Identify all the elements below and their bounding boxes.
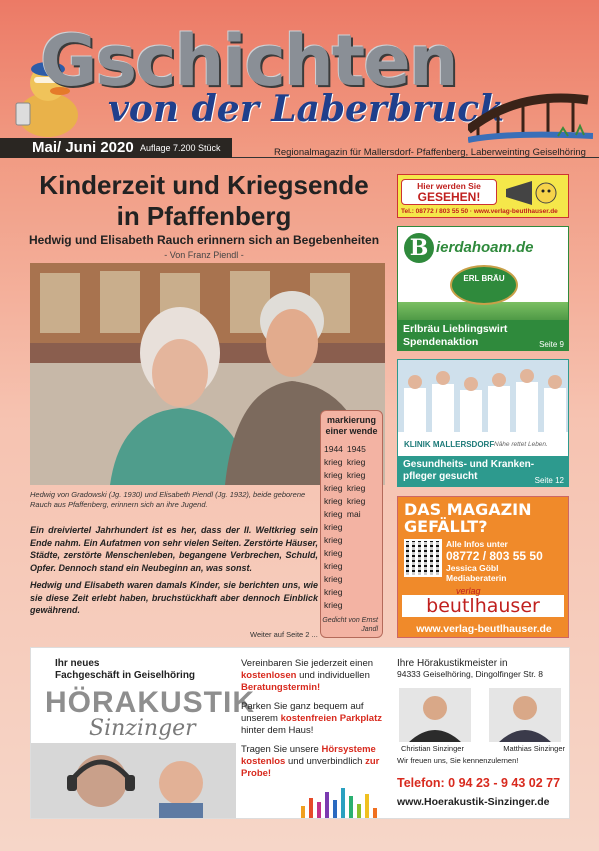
article-headline [24,170,384,232]
owner-photo-1 [399,688,471,742]
hoer-offer-1: Vereinbaren Sie jederzeit einen kostenlosen und individuellen Beratungstermin! [241,658,374,693]
gesehen-line-1: Hier werden Sie [417,181,481,191]
poem-column-2 [347,443,366,612]
poem-word: krieg [346,457,366,467]
magazine-title: Gschichten [40,20,457,102]
article-paragraph-2: Hedwig und Elisabeth waren damals Kinder, sie berichten uns, wie sie diese Zeit erlebt haben, bruchstückhaft aber dennoch Einblick gewährend. [30,580,318,615]
owner-name-1: Christian Sinzinger [401,744,464,753]
poem-word: 1945 [346,444,366,454]
issue-date: Mai/ Juni 2020 [32,139,134,156]
hoer-address: 94333 Geiselhöring, Dingolfinger Str. 8 [397,669,544,679]
hoer-tagline [55,658,195,682]
poem-word: krieg [324,496,343,506]
poem-word: krieg [324,548,343,558]
headphones-photo [31,743,236,819]
bier-teaser [398,320,569,351]
poem-word: krieg [324,587,343,597]
issue-bar [0,138,232,158]
qr-code-icon[interactable] [406,541,440,575]
verlag-url[interactable]: www.verlag-beutlhauser.de [416,623,552,635]
poem-word: krieg [324,509,343,519]
poem-word: krieg [346,483,366,493]
verlag-headline-2: GEFÄLLT? [404,517,488,536]
continued-link[interactable]: Weiter auf Seite 2 ... [250,630,318,639]
article-paragraph-1: Ein dreiviertel Jahrhundert ist es her, dass der II. Weltkrieg sein Ende nahm. Ein Aufatmen von sehr vielen Seiten. Zerstörte Häuser, Städte, zerstörte Menschenleben, begangene Verbrechen, Schuld, Opfer. Dennoch stand ein Neubeginn an, was sonst. [30,525,318,573]
poem-word: krieg [346,496,366,506]
poem-word: 1944 [324,444,343,454]
magazine-subtitle: von der Laberbruck [108,88,505,130]
hoer-website[interactable]: www.Hoerakustik-Sinzinger.de [397,796,550,808]
owner-photo-2 [489,688,561,742]
verlag-phone: 08772 / 803 55 50 [446,549,543,563]
klinik-page-ref: Seite 12 [534,476,564,485]
circulation-label: Auflage 7.200 Stück [140,143,221,153]
bier-page-ref: Seite 9 [539,340,564,349]
bierdahoam-logo-icon: B [404,233,434,263]
hoer-welcome: Wir freuen uns, Sie kennenzulernen! [397,756,519,765]
poem-word: krieg [324,470,343,480]
beutlhauser-logo: beutlhauser [402,595,564,617]
ad-verlag[interactable] [397,496,569,638]
poem-word: krieg [324,535,343,545]
gesehen-badge [401,179,497,205]
hoer-tag-1: Ihr neues [55,658,100,669]
poem-word: krieg [324,457,343,467]
ad-klinik[interactable] [397,359,569,487]
poem-column-1 [324,443,343,612]
klinik-teaser [398,456,569,487]
hoer-contact [397,658,567,679]
ad-gesehen[interactable] [397,174,569,218]
poem-word: mai [346,509,361,519]
article-byline: - Von Franz Piendl - [164,250,244,260]
headline-line-2: in Pfaffenberg [116,201,292,231]
hoer-phone[interactable]: Telefon: 0 94 23 - 9 43 02 77 [397,776,561,790]
poem-word: krieg [324,483,343,493]
klinik-logo: KLINIK MALLERSDORF [404,440,495,449]
poem-box [320,410,383,638]
megaphone-icon [502,179,566,207]
nurses-photo [398,360,569,432]
poem-word: krieg [324,561,343,571]
verlag-logo-small: verlag [456,586,481,596]
verlag-contact-name: Jessica Göbl [446,563,499,573]
poem-author: Gedicht von Ernst Jandl [322,617,378,633]
verlag-contact [446,539,543,583]
hoer-masters: Ihre Hörakustikmeister in [397,658,508,669]
bridge-illustration-icon [468,70,593,145]
verlag-info: Alle Infos unter [446,539,508,549]
hoer-offer-2: Parken Sie ganz bequem auf unserem kostenfreien Parkplatz hinter dem Haus! [241,701,382,736]
hoer-offer-3: Tragen Sie unsere Hörsysteme kostenlos und unverbindlich zur Probe! [241,744,380,779]
owner-name-2: Matthias Sinzinger [503,744,565,753]
gesehen-line-2: GESEHEN! [417,190,481,204]
poem-title: markierung einer wende [325,415,378,436]
poem-word: krieg [324,522,343,532]
headline-line-1: Kinderzeit und Kriegsende [39,170,369,200]
hoer-tag-2: Fachgeschäft in Geiselhöring [55,670,196,681]
article-body [30,524,318,617]
poem-word: krieg [324,600,343,610]
klinik-tagline: Nähe rettet Leben. [494,441,548,448]
ad-hoerakustik[interactable] [30,647,570,819]
verlag-headline [404,501,532,535]
hoer-offers [241,658,389,787]
bierdahoam-name: ierdahoam.de [436,239,534,256]
gesehen-contact: Tel.: 08772 / 803 55 50 · www.verlag-beutlhauser.de [401,208,558,215]
verlag-headline-1: DAS MAGAZIN [404,500,532,519]
poem-word: krieg [346,470,366,480]
hoer-brand: HÖRAKUSTIK [45,686,255,719]
klinik-teaser-text: Gesundheits- und Kranken-pfleger gesucht [403,459,535,482]
sound-bars-icon [301,786,396,818]
owners-photos [399,688,567,742]
region-label: Regionalmagazin für Mallersdorf- Pfaffenberg, Laberweinting Geiselhöring [274,147,586,158]
poem-word: krieg [324,574,343,584]
erlbraeu-badge: ERL BRÄU [450,265,518,305]
hoer-brand-script: Sinzinger [89,716,196,741]
ad-bierdahoam[interactable] [397,226,569,351]
photo-caption: Hedwig von Gradowski (Jg. 1930) und Elisabeth Piendl (Jg. 1932), beide geborene Rauch aus Pfaffenberg, erinnern sich an ihre Jugend. [30,490,306,509]
bier-teaser-text: Erlbräu Lieblingswirt Spendenaktion [403,323,508,348]
owner-names [397,744,569,753]
verlag-contact-role: Mediaberaterin [446,573,507,583]
article-subheadline: Hedwig und Elisabeth Rauch erinnern sich an Begebenheiten [28,233,380,247]
